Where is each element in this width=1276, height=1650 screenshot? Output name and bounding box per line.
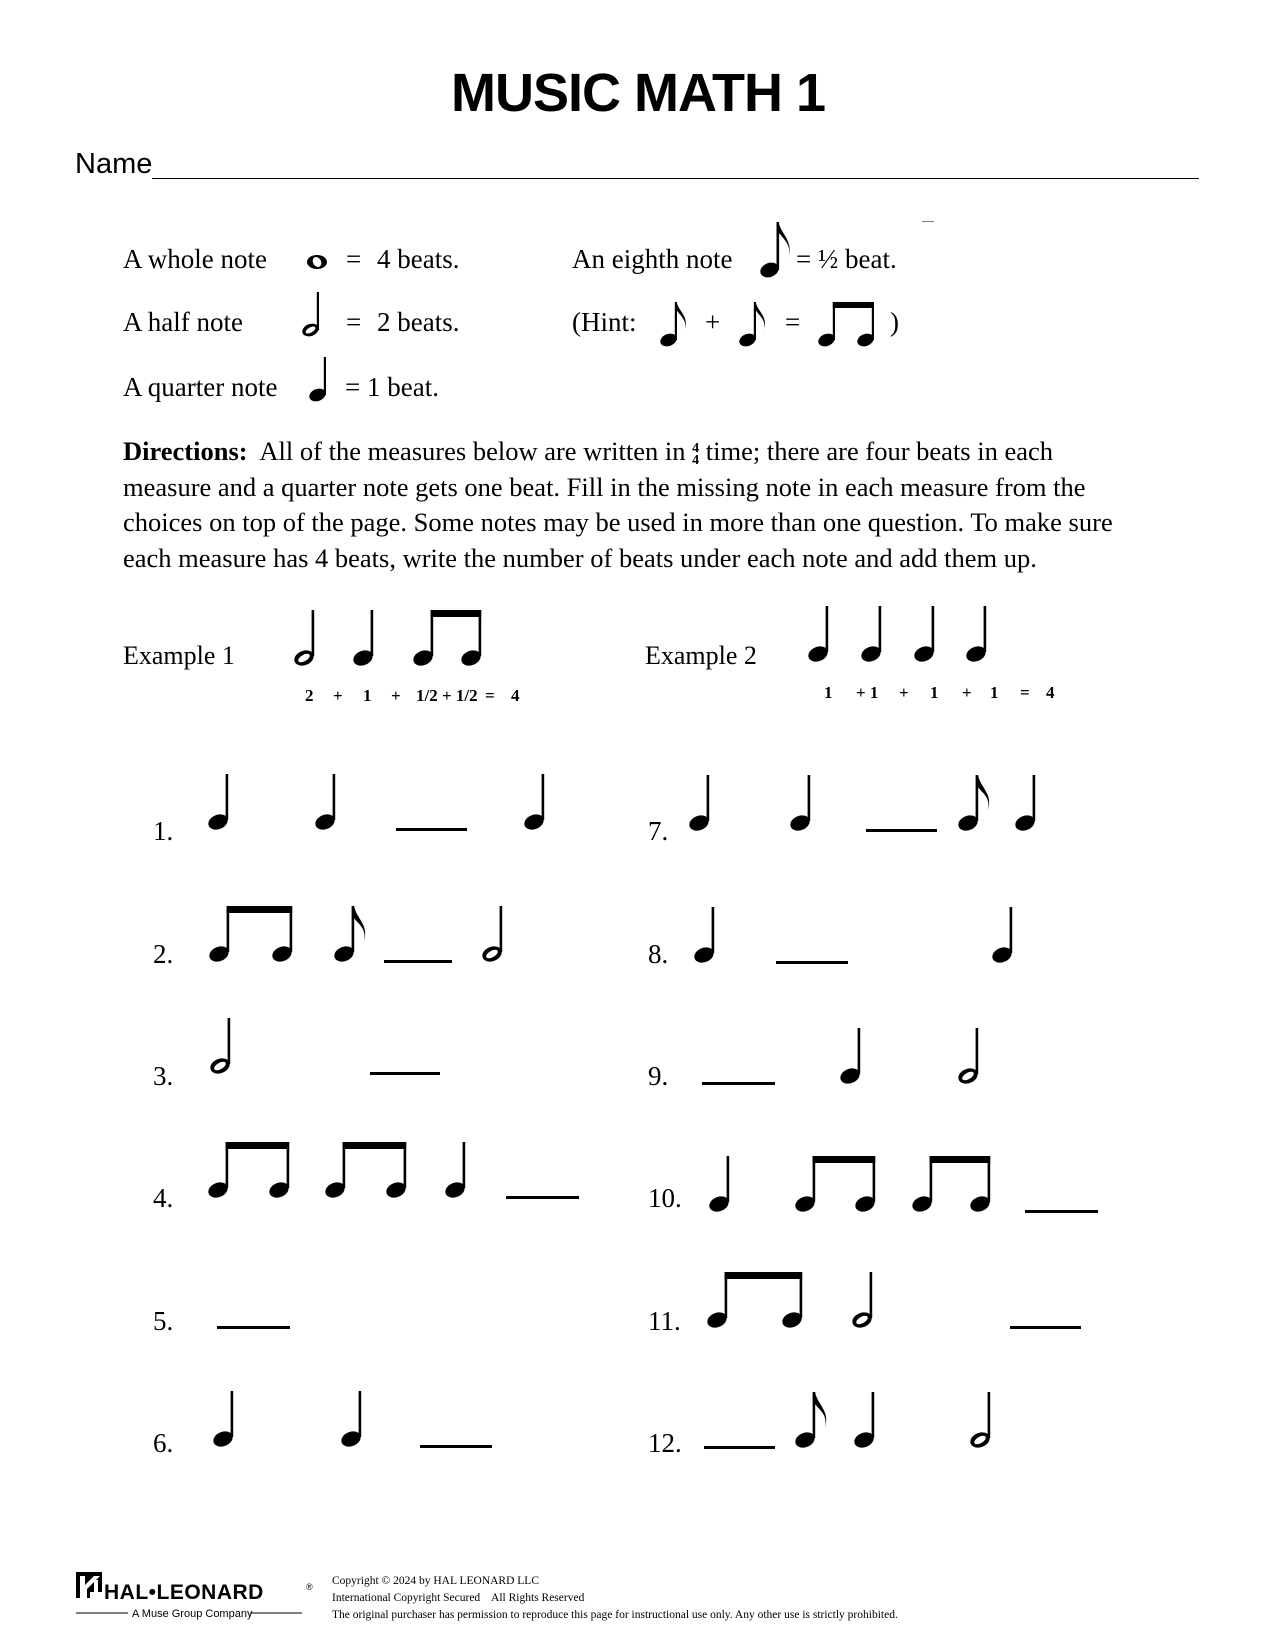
quarter-note-icon — [337, 1379, 385, 1451]
time-signature-top: 4 — [692, 441, 700, 456]
example-2-sum-term: 1 — [824, 683, 833, 702]
example-2-sum-term: + — [899, 683, 909, 702]
hint-close: ) — [890, 307, 899, 337]
page-title: MUSIC MATH 1 — [451, 63, 825, 123]
quarter-note-icon — [690, 895, 738, 967]
divider-mark — [922, 221, 934, 222]
quarter-note-icon — [705, 1144, 753, 1216]
question-5-answer-blank[interactable] — [217, 1326, 290, 1329]
quarter-note-icon — [786, 763, 834, 835]
copyright-line-1: Copyright © 2024 by HAL LEONARD LLC — [332, 1575, 539, 1587]
copyright-line-3: The original purchaser has permission to reproduce this page for instructional use only. Any other use is strictly prohibited. — [332, 1609, 898, 1621]
question-10-answer-blank[interactable] — [1025, 1210, 1098, 1213]
quarter-note-icon — [850, 1380, 898, 1452]
logo-wordmark: HAL•LEONARD — [104, 1581, 264, 1604]
quarter-note-icon — [910, 594, 958, 666]
quarter-note-icon — [307, 355, 337, 409]
beamed-eighths-icon — [791, 1144, 899, 1216]
question-3-number: 3. — [153, 1061, 174, 1091]
question-4-number: 4. — [153, 1183, 174, 1213]
hint-beamed-eighths-icon — [816, 298, 886, 348]
half-note-equals: = — [346, 307, 362, 337]
hl-mark-icon — [76, 1572, 102, 1598]
example-1-label: Example 1 — [123, 641, 235, 670]
eighth-note-value: = ½ beat. — [796, 244, 897, 274]
question-8-answer-blank[interactable] — [776, 961, 848, 964]
example-1-sum-term: 1 — [363, 686, 372, 705]
logo-subtitle: A Muse Group Company — [132, 1608, 253, 1620]
copyright-notice — [332, 1573, 898, 1624]
quarter-note-icon — [204, 762, 252, 834]
whole-note-label: A whole note — [123, 244, 267, 274]
copyright-line-2: International Copyright Secured All Rights Reserved — [332, 1592, 585, 1604]
half-note-icon — [206, 1006, 254, 1078]
beamed-eighths-icon — [703, 1260, 826, 1332]
half-note-icon — [478, 894, 526, 966]
half-note-label: A half note — [123, 307, 243, 337]
question-5-number: 5. — [153, 1306, 174, 1336]
whole-note-value: 4 beats. — [377, 244, 460, 274]
hint-eighth-note-2-icon — [737, 300, 773, 350]
example-2-sum-term: 1 — [990, 683, 999, 702]
quarter-note-icon — [209, 1379, 257, 1451]
quarter-note-label: A quarter note — [123, 372, 278, 402]
beamed-eighths-icon — [409, 598, 505, 670]
question-8-number: 8. — [648, 939, 669, 969]
question-4-answer-blank[interactable] — [506, 1196, 579, 1199]
directions-heading: Directions: — [123, 436, 248, 466]
quarter-note-icon — [988, 895, 1036, 967]
question-6-number: 6. — [153, 1428, 174, 1458]
question-2-answer-blank[interactable] — [384, 960, 452, 963]
question-11-number: 11. — [648, 1306, 681, 1336]
example-2-sum-term: = — [1020, 683, 1030, 702]
hint-equals: = — [785, 307, 801, 337]
question-9-answer-blank[interactable] — [702, 1082, 775, 1085]
question-12-number: 12. — [648, 1428, 682, 1458]
question-1-answer-blank[interactable] — [396, 828, 467, 831]
logo-registered-mark: ® — [306, 1582, 313, 1592]
quarter-note-icon — [349, 598, 397, 670]
whole-note-equals: = — [346, 244, 362, 274]
eighth-note-icon — [330, 894, 378, 966]
eighth-note-icon — [954, 763, 1002, 835]
eighth-note-icon — [791, 1380, 839, 1452]
example-1-sum-term: = — [485, 686, 495, 705]
half-note-icon — [300, 290, 330, 344]
example-1-sum-term: 4 — [511, 686, 520, 705]
quarter-note-icon — [311, 762, 359, 834]
quarter-note-value: = 1 beat. — [345, 372, 439, 402]
example-2-sum-term: + 1 — [856, 683, 879, 702]
beamed-eighths-icon — [321, 1130, 430, 1202]
quarter-note-icon — [1011, 763, 1059, 835]
time-signature — [692, 443, 699, 467]
quarter-note-icon — [962, 594, 1010, 666]
example-2-sum-term: 4 — [1046, 683, 1055, 702]
eighth-note-label: An eighth note — [572, 244, 733, 274]
example-1-sum-term: 2 — [305, 686, 314, 705]
whole-note-icon — [305, 253, 329, 271]
example-1-sum-term: + — [333, 686, 343, 705]
question-11-answer-blank[interactable] — [1010, 1326, 1081, 1329]
example-1-sum-term: + — [391, 686, 401, 705]
beamed-eighths-icon — [908, 1144, 1014, 1216]
question-6-answer-blank[interactable] — [420, 1445, 492, 1448]
quarter-note-icon — [520, 762, 568, 834]
question-10-number: 10. — [648, 1183, 682, 1213]
beamed-eighths-icon — [204, 1130, 313, 1202]
question-12-answer-blank[interactable] — [704, 1446, 775, 1449]
question-9-number: 9. — [648, 1061, 669, 1091]
half-note-value: 2 beats. — [377, 307, 460, 337]
half-note-icon — [954, 1016, 1002, 1088]
quarter-note-icon — [836, 1016, 884, 1088]
hint-eighth-note-1-icon — [658, 300, 694, 350]
directions-text-before: All of the measures below are written in — [259, 436, 686, 466]
quarter-note-icon — [441, 1130, 489, 1202]
quarter-note-icon — [857, 594, 905, 666]
name-input-line[interactable] — [152, 178, 1199, 179]
question-1-number: 1. — [153, 816, 174, 846]
question-2-number: 2. — [153, 939, 174, 969]
quarter-note-icon — [804, 594, 852, 666]
hint-plus: + — [705, 307, 721, 337]
question-3-answer-blank[interactable] — [370, 1072, 440, 1075]
half-note-icon — [966, 1380, 1014, 1452]
hint-open: (Hint: — [572, 307, 637, 337]
quarter-note-icon — [685, 763, 733, 835]
example-2-label: Example 2 — [645, 641, 757, 670]
example-2-sum-term: 1 — [930, 683, 939, 702]
example-2-sum-term: + — [962, 683, 972, 702]
directions-paragraph — [123, 434, 1123, 576]
name-label: Name — [75, 148, 153, 180]
time-signature-bottom: 4 — [692, 453, 700, 468]
beamed-eighths-icon — [205, 894, 316, 966]
question-7-number: 7. — [648, 816, 669, 846]
half-note-icon — [290, 598, 338, 670]
eighth-note-icon — [758, 220, 798, 282]
half-note-icon — [848, 1260, 896, 1332]
hal-leonard-logo — [76, 1570, 316, 1628]
directions-text-after: time; there are four beats in each measure and a quarter note gets one beat. Fill in the missing note in each measure from the choices on top of the page. Some notes may be used in more than one question. To make sure each measure has 4 beats, write the number of beats under each note and add them up. — [123, 436, 1113, 573]
question-7-answer-blank[interactable] — [866, 829, 937, 832]
example-1-sum-term: 1/2 + 1/2 — [416, 686, 478, 705]
